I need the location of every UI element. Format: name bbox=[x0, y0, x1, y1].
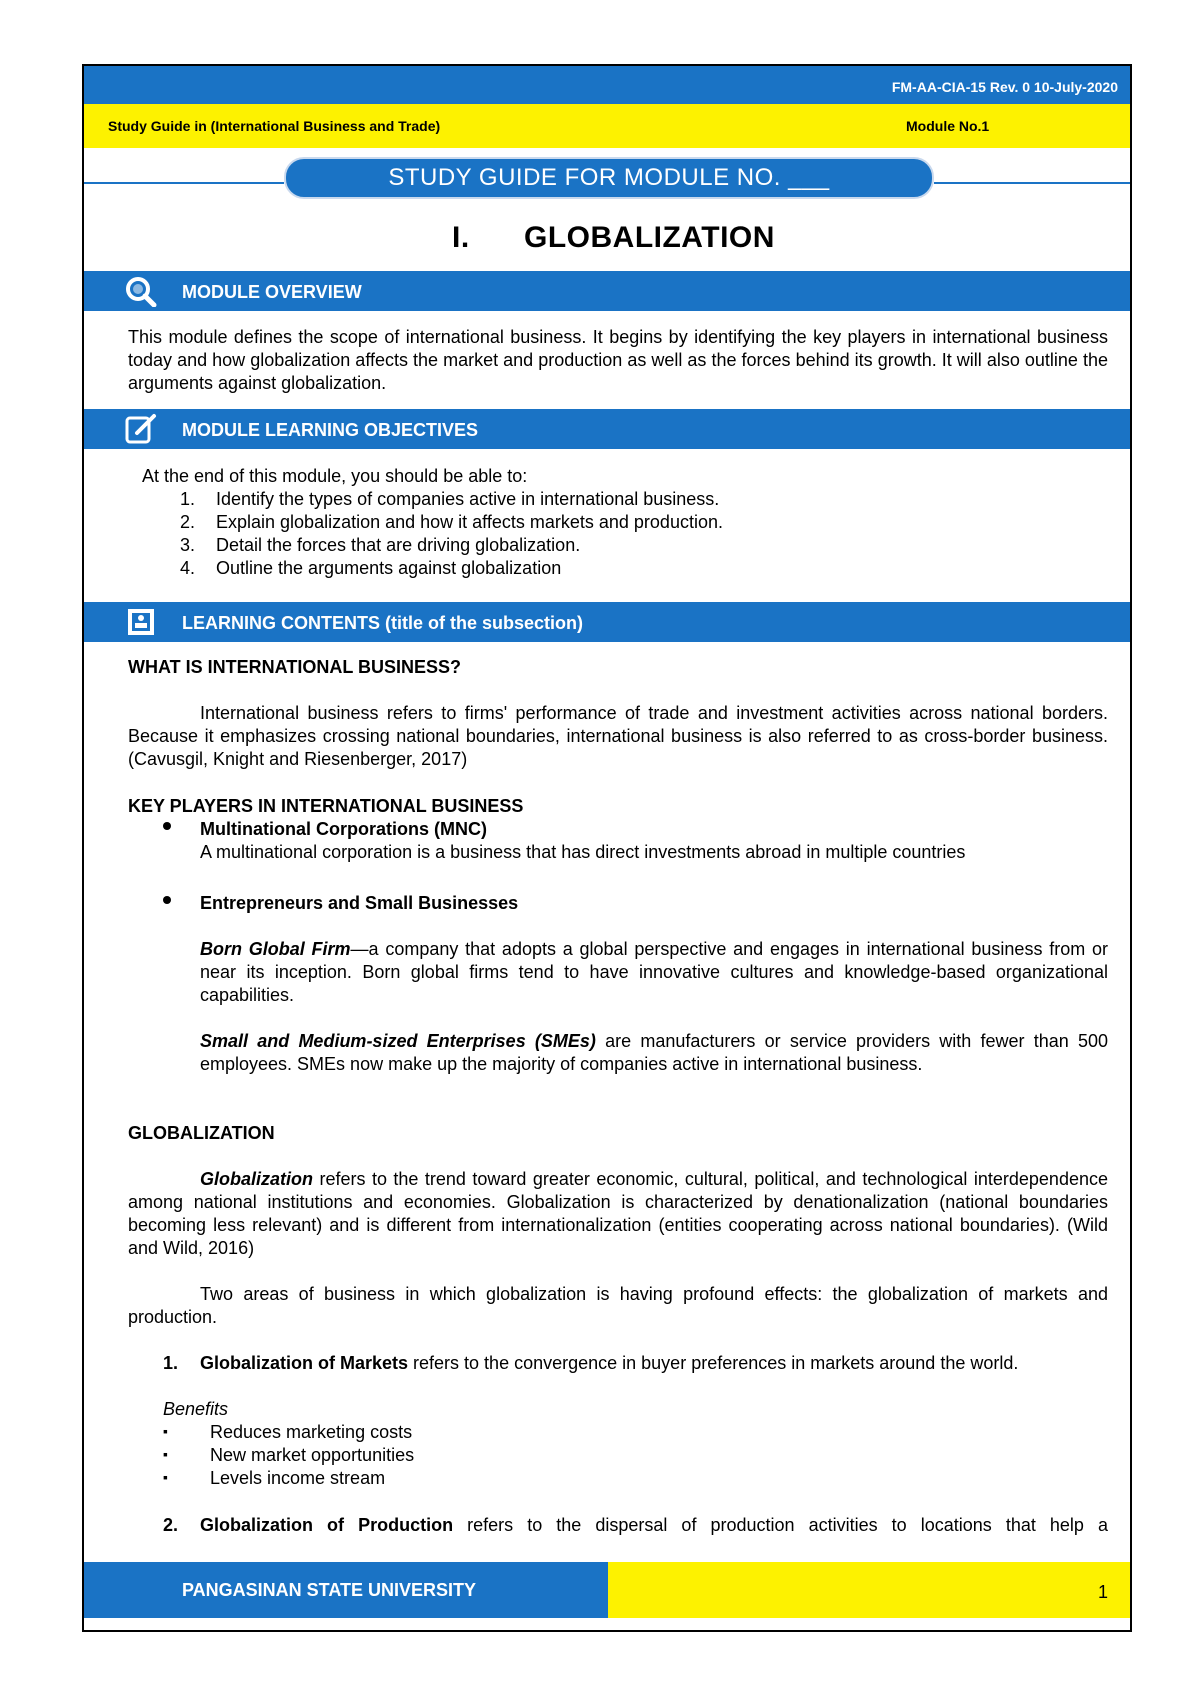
key-players-heading: KEY PLAYERS IN INTERNATIONAL BUSINESS bbox=[128, 796, 524, 816]
module-banner: STUDY GUIDE FOR MODULE NO. ___ bbox=[284, 157, 934, 199]
objectives-heading: MODULE LEARNING OBJECTIVES bbox=[182, 420, 479, 440]
page-number: 1 bbox=[1097, 1582, 1108, 1602]
born-global-paragraph bbox=[200, 938, 1108, 1007]
objective-1: Identify the types of companies active in international business. bbox=[216, 489, 720, 509]
two-areas-text: Two areas of business in which globalization is having profound effects: the globalization of markets and production. bbox=[128, 1284, 1108, 1327]
magnifier-icon bbox=[124, 275, 158, 307]
production-text: refers to the dispersal of production activities to locations that help a bbox=[453, 1515, 1108, 1535]
markets-text: refers to the convergence in buyer preferences in markets around the world. bbox=[408, 1353, 1019, 1373]
square-bullet: ▪ bbox=[163, 1469, 168, 1485]
banner-rule-left bbox=[84, 182, 284, 184]
markets-term: Globalization of Markets bbox=[200, 1353, 409, 1373]
mnc-text: A multinational corporation is a business that has direct investments abroad in multiple countries bbox=[200, 842, 966, 862]
objective-num-1: 1. bbox=[180, 489, 196, 509]
overview-text: This module defines the scope of international business. It begins by identifying the key players in international business today and how globalization affects the market and production as well as the forces behind its growth. It will also outline the arguments against globalization. bbox=[128, 327, 1108, 393]
module-label: Module No.1 bbox=[906, 118, 990, 134]
square-bullet: ▪ bbox=[163, 1446, 168, 1462]
section-bar-contents bbox=[84, 602, 1130, 642]
form-code: FM-AA-CIA-15 Rev. 0 10-July-2020 bbox=[891, 79, 1118, 95]
book-icon bbox=[124, 606, 158, 638]
objective-num-4: 4. bbox=[180, 558, 196, 578]
section-bar-overview bbox=[84, 271, 1130, 311]
objective-3: Detail the forces that are driving globalization. bbox=[216, 535, 581, 555]
sme-term: Small and Medium-sized Enterprises (SMEs) bbox=[200, 1031, 596, 1051]
objective-4: Outline the arguments against globalization bbox=[216, 558, 562, 578]
benefits-label: Benefits bbox=[163, 1399, 229, 1419]
sme-text: are manufacturers or service providers with fewer than 500 employees. SMEs now make up the majority of companies active in international business. bbox=[200, 1031, 1108, 1074]
university-name: PANGASINAN STATE UNIVERSITY bbox=[182, 1580, 477, 1600]
benefit-3: Levels income stream bbox=[210, 1468, 386, 1488]
mnc-title: Multinational Corporations (MNC) bbox=[200, 819, 487, 839]
benefit-2: New market opportunities bbox=[210, 1445, 415, 1465]
production-num: 2. bbox=[163, 1515, 179, 1535]
pencil-note-icon bbox=[124, 413, 158, 445]
study-guide-label: Study Guide in (International Business and Trade) bbox=[108, 118, 441, 134]
sme-paragraph bbox=[200, 1030, 1108, 1076]
globalization-paragraph bbox=[128, 1168, 1108, 1260]
born-global-term: Born Global Firm bbox=[200, 939, 351, 959]
globalization-heading: GLOBALIZATION bbox=[128, 1123, 275, 1143]
footer-yellow-block bbox=[608, 1562, 1130, 1618]
markets-num: 1. bbox=[163, 1353, 179, 1373]
objective-num-2: 2. bbox=[180, 512, 196, 532]
page-title: GLOBALIZATION bbox=[524, 221, 775, 254]
born-global-text: —a company that adopts a global perspective and engages in international business from or near its inception. Born global firms tend to have innovative cultures and knowledge-based organizational capabilities. bbox=[200, 939, 1108, 1005]
globalization-text: refers to the trend toward greater economic, cultural, political, and technological interdependence among national institutions and economies. Globalization is characterized by denationalization (national boundaries becoming less relevant) and is different from internationalization (entities cooperating across national boundaries). (Wild and Wild, 2016) bbox=[128, 1169, 1108, 1258]
production-term: Globalization of Production bbox=[200, 1515, 454, 1535]
esb-title: Entrepreneurs and Small Businesses bbox=[200, 893, 519, 913]
section-bar-objectives bbox=[84, 409, 1130, 449]
objective-2: Explain globalization and how it affects markets and production. bbox=[216, 512, 723, 532]
globalization-term: Globalization bbox=[200, 1169, 314, 1189]
benefit-1: Reduces marketing costs bbox=[210, 1422, 413, 1442]
objective-num-3: 3. bbox=[180, 535, 196, 555]
square-bullet: ▪ bbox=[163, 1423, 168, 1439]
banner-rule-right bbox=[934, 182, 1130, 184]
bullet-dot bbox=[163, 896, 171, 904]
objectives-intro: At the end of this module, you should be able to: bbox=[142, 466, 528, 486]
contents-heading: LEARNING CONTENTS (title of the subsection) bbox=[182, 613, 584, 633]
ib-definition: International business refers to firms' performance of trade and investment activities across national borders. Because it emphasizes crossing national boundaries, international business is also referred to as cross-border business. (Cavusgil, Knight and Riesenberger, 2017) bbox=[128, 703, 1108, 769]
bullet-dot bbox=[163, 822, 171, 830]
question-heading: WHAT IS INTERNATIONAL BUSINESS? bbox=[128, 657, 461, 677]
title-numeral: I. bbox=[452, 221, 470, 254]
production-paragraph bbox=[200, 1514, 1108, 1537]
overview-heading: MODULE OVERVIEW bbox=[182, 282, 362, 302]
markets-paragraph bbox=[200, 1352, 1108, 1375]
